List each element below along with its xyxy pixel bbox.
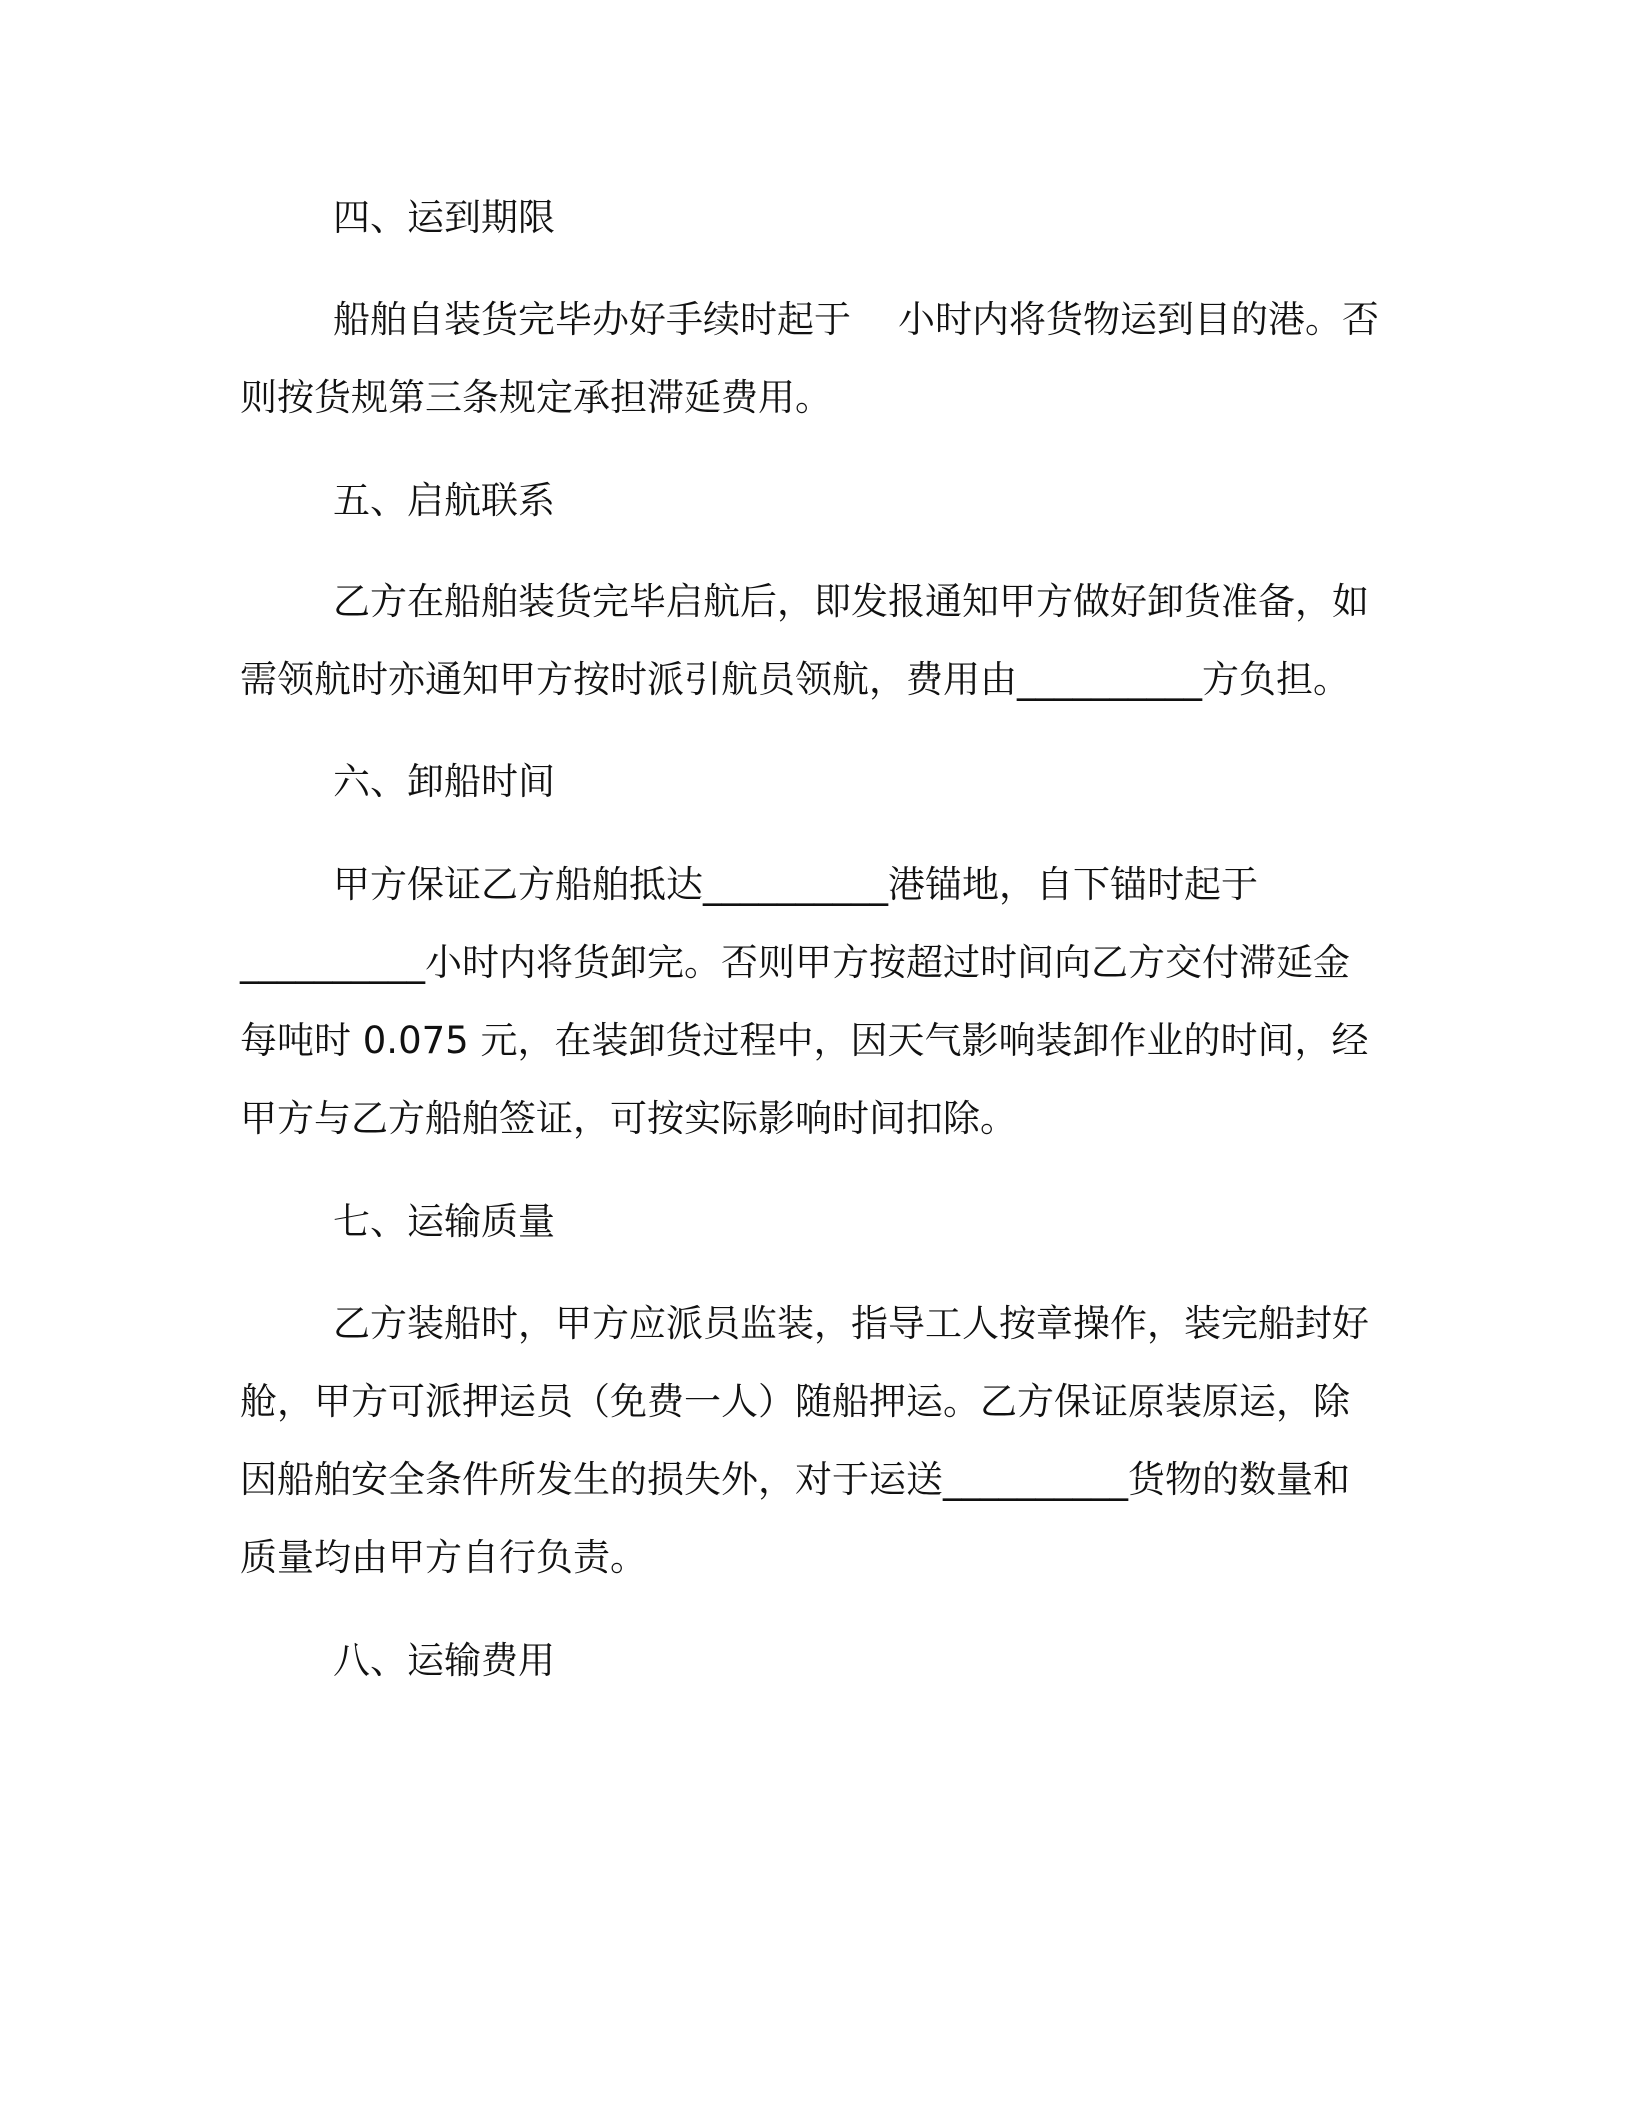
section-heading-8: 八、运输费用 xyxy=(333,1639,555,1682)
paragraph-line: 船舶自装货完毕办好手续时起于 小时内将货物运到目的港。否 xyxy=(333,298,1380,341)
paragraph-line: 舱，甲方可派押运员（免费一人）随船押运。乙方保证原装原运，除 xyxy=(240,1380,1350,1423)
paragraph-line: 每吨时 0.075 元，在装卸货过程中，因天气影响装卸作业的时间，经 xyxy=(240,1019,1369,1062)
paragraph-line: 甲方与乙方船舶签证，可按实际影响时间扣除。 xyxy=(240,1097,1017,1140)
section-heading-4: 四、运到期限 xyxy=(333,196,555,239)
paragraph-line: 乙方在船舶装货完毕启航后，即发报通知甲方做好卸货准备，如 xyxy=(333,580,1369,623)
paragraph-line: 需领航时亦通知甲方按时派引航员领航，费用由__________方负担。 xyxy=(240,658,1350,701)
paragraph-line: 质量均由甲方自行负责。 xyxy=(240,1536,647,1579)
paragraph-line: __________小时内将货卸完。否则甲方按超过时间向乙方交付滞延金 xyxy=(240,941,1350,984)
paragraph-line: 则按货规第三条规定承担滞延费用。 xyxy=(240,376,832,419)
section-heading-7: 七、运输质量 xyxy=(333,1200,555,1243)
section-heading-5: 五、启航联系 xyxy=(333,479,555,522)
paragraph-line: 乙方装船时，甲方应派员监装，指导工人按章操作，装完船封好 xyxy=(333,1302,1369,1345)
section-heading-6: 六、卸船时间 xyxy=(333,760,555,803)
paragraph-line: 因船舶安全条件所发生的损失外，对于运送__________货物的数量和 xyxy=(240,1458,1350,1501)
paragraph-line: 甲方保证乙方船舶抵达__________港锚地，自下锚时起于 xyxy=(333,863,1258,906)
